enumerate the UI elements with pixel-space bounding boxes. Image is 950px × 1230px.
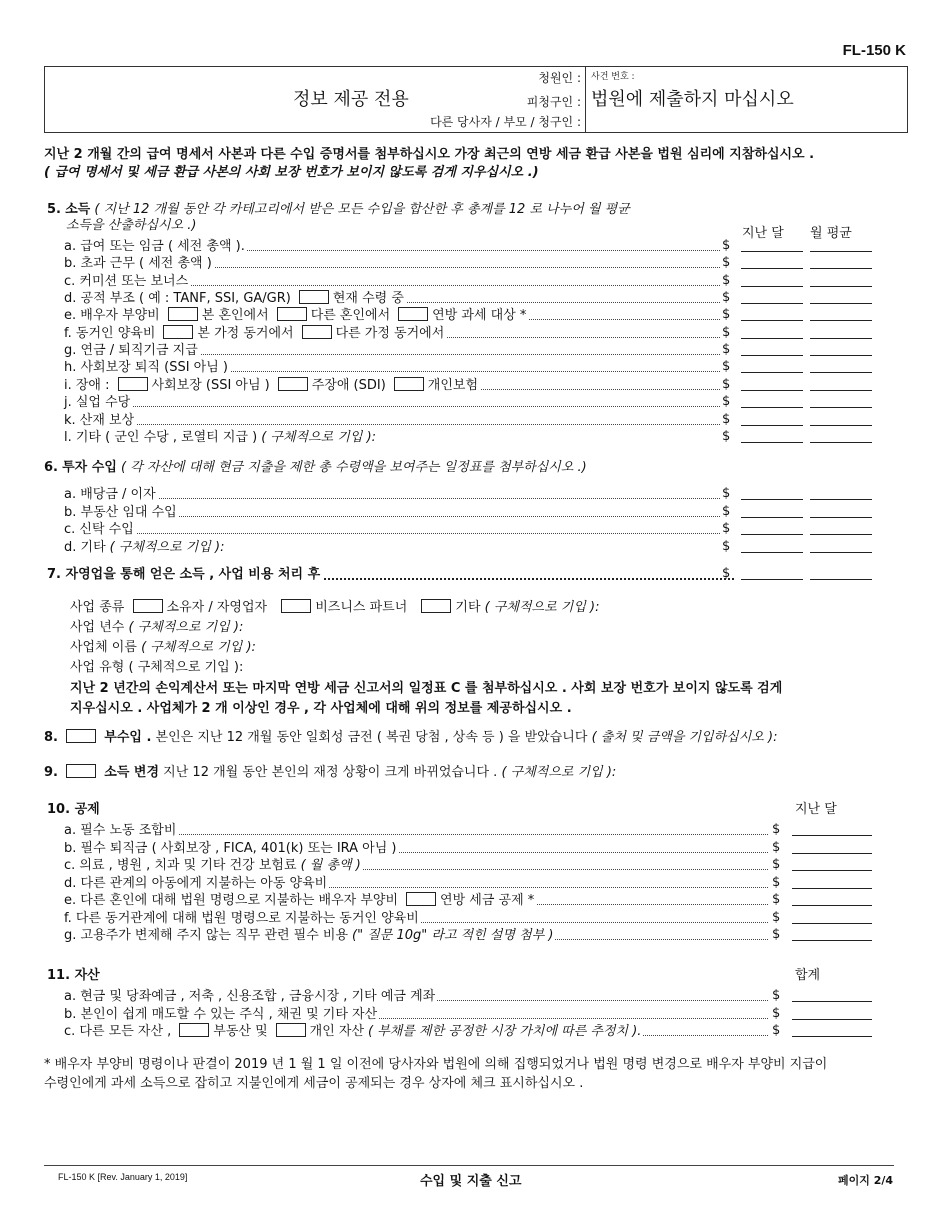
income-item-cb1-label: 본 가정 동거에서 [197,325,294,341]
deduction-item-amount-field[interactable] [792,876,872,889]
leader-dots [64,424,720,425]
leader-dots [64,533,720,534]
section-10-number: 10. [47,802,71,817]
currency-sign: $ [722,238,731,253]
partner-checkbox[interactable] [281,599,311,613]
currency-sign: $ [772,1005,781,1021]
section-11-title: 자산 [74,968,100,983]
section-6-desc: ( 각 자산에 대해 현금 지출을 제한 총 수령액을 보여주는 일정표를 첨부하십시오 .) [121,460,587,475]
section-7-row [47,566,734,583]
income-item-amount-field[interactable] [810,430,872,443]
deduction-item-label-text: e. 다른 혼인에 대해 법원 명령으로 지불하는 배우자 부양비 [64,893,399,908]
section-9-title: 소득 변경 [104,765,160,780]
income-item-italic: ( 구체적으로 기입 ): [261,429,377,445]
other-party-label: 다른 당사자 / 부모 / 청구인 : [430,115,581,129]
income-item-cb1-checkbox[interactable] [163,325,193,339]
income-item-amount-field[interactable] [741,256,803,269]
income-item-label-text: h. 사회보장 퇴직 (SSI 아님 ) [64,360,228,376]
deduction-item-row [64,927,768,944]
deduction-item-label [64,927,555,944]
income-item-label-text: a. 급여 또는 임금 ( 세전 총액 ). [64,239,245,254]
section-9-italic: ( 구체적으로 기입 ): [501,765,617,780]
income-item-cb2-label: 주장애 (SDI) [311,377,386,393]
section-8-checkbox[interactable] [66,729,96,743]
investment-item-row [64,486,720,503]
income-item-amount-field[interactable] [741,308,803,321]
deduction-item-label [64,857,363,874]
income-item-cb1-checkbox[interactable] [299,290,329,304]
section-7-currency: $ [722,566,731,581]
investment-item-amount-field[interactable] [810,540,872,553]
section-6-heading [44,456,587,475]
currency-sign: $ [722,359,731,375]
income-item-amount-field[interactable] [810,395,872,408]
footer-page: 페이지 2/4 [838,1174,894,1187]
currency-sign: $ [772,909,781,925]
asset-item-label [64,988,437,1005]
deduction-item-row [64,822,768,839]
income-item-label [64,325,446,342]
section-7-note-1: 지난 2 년간의 손익계산서 또는 마지막 연방 세금 신고서의 일정표 C 를 첨부하십시오 . 사회 보장 번호가 보이지 않도록 검게 [70,681,783,696]
deduction-item-amount-field[interactable] [792,928,872,941]
income-item-amount-field[interactable] [741,343,803,356]
currency-sign: $ [722,503,731,519]
currency-sign: $ [722,486,731,501]
footer-revision: FL-150 K [Rev. January 1, 2019] [58,1172,188,1182]
investment-item-label-text: b. 부동산 임대 수입 [64,504,177,520]
income-item-amount-field[interactable] [810,326,872,339]
income-item-cb1-label: 사회보장 (SSI 아님 ) [151,377,270,393]
deduction-item-amount-field[interactable] [792,911,872,924]
petitioner-label: 청원인 : [538,71,581,85]
deduction-item-amount-field[interactable] [792,858,872,871]
investment-item-amount-field[interactable] [741,540,803,553]
currency-sign: $ [722,324,731,340]
caption-box [44,66,908,133]
footnote-line-1: * 배우자 부양비 명령이나 판결이 2019 년 1 월 1 일 이전에 당사자와 법원에 의해 집행되었거나 법원 명령 변경으로 배우자 부양비 지급이 [44,1057,828,1072]
investment-item-amount-field[interactable] [741,487,803,500]
income-item-amount-field[interactable] [741,413,803,426]
leader-dots [64,498,720,499]
case-number-label: 사건 번호 : [591,72,635,82]
income-item-label-text: l. 기타 ( 군인 수당 , 로열티 지급 ) [64,429,258,445]
respondent-label: 피청구인 : [526,95,581,109]
income-item-amount-field[interactable] [741,430,803,443]
income-item-label-text: c. 커미션 또는 보너스 [64,273,189,289]
deduction-item-amount-field[interactable] [792,893,872,906]
income-item-label [64,290,406,307]
business-years-label: 사업 년수 [70,620,125,635]
deduction-item-amount-field[interactable] [792,841,872,854]
income-item-cb2-label: 다른 혼인에서 [310,308,391,324]
asset-item-amount-field[interactable] [792,989,872,1002]
income-item-cb3-checkbox[interactable] [394,377,424,391]
investment-item-amount-field[interactable] [810,505,872,518]
deduction-item-row [64,840,768,857]
income-item-cb2-checkbox[interactable] [278,377,308,391]
income-item-label-text: g. 연금 / 퇴직기금 지급 [64,343,198,359]
investment-item-label [64,539,226,556]
section-9-text: 지난 12 개월 동안 본인의 재정 상황이 크게 바뀌었습니다 . [163,765,498,780]
section-8-row [44,726,777,745]
deduction-item-cb1-label: 연방 세금 공제 * [440,893,535,908]
investment-item-label [64,521,136,538]
income-item-amount-field[interactable] [741,378,803,391]
income-item-label [64,412,136,429]
income-item-amount-field[interactable] [810,378,872,391]
currency-sign: $ [772,988,781,1003]
section-5-number: 5. [47,202,61,217]
income-item-row [64,394,720,411]
income-item-amount-field[interactable] [810,239,872,252]
business-years-specify: ( 구체적으로 기입 ): [128,620,244,635]
footer-rule [44,1165,894,1166]
currency-sign: $ [722,342,731,358]
currency-sign: $ [722,538,731,554]
currency-sign: $ [772,1023,781,1038]
income-item-row [64,307,720,324]
income-item-label [64,377,480,394]
currency-sign: $ [722,255,731,271]
section-11-heading [47,964,100,983]
investment-item-italic: ( 구체적으로 기입 ): [109,539,225,555]
income-item-amount-field[interactable] [741,326,803,339]
section-9-number: 9. [44,765,58,780]
section-11-number: 11. [47,968,71,983]
form-id: FL-150 K [842,42,906,59]
income-item-row [64,412,720,429]
investment-item-label-text: c. 신탁 수입 [64,522,134,537]
business-name-row [70,636,256,655]
section-8-text: 본인은 지난 12 개월 동안 일회성 금전 ( 복권 당첨 , 상속 등 ) 을 받았습니다 [155,730,588,745]
partner-label: 비즈니스 파트너 [315,600,408,615]
income-item-amount-field[interactable] [741,291,803,304]
income-item-label-text: d. 공적 부조 ( 예 : TANF, SSI, GA/GR) [64,291,291,307]
currency-sign: $ [722,376,731,392]
section-10-title: 공제 [74,802,100,817]
income-item-cb1-checkbox[interactable] [168,307,198,321]
investment-item-amount-field[interactable] [810,487,872,500]
income-item-label [64,273,190,290]
business-name-specify: ( 구체적으로 기입 ): [141,640,256,655]
instruction-line-2: ( 급여 명세서 및 세금 환급 사본의 사회 보장 번호가 보이지 않도록 검게 지우십시오 .) [44,165,539,180]
section-8-title: 부수입 . [104,730,152,745]
deduction-item-label [64,875,329,892]
asset-item-cb2-checkbox[interactable] [276,1023,306,1037]
deduction-item-row [64,910,768,927]
asset-item-amount-field[interactable] [792,1007,872,1020]
investment-item-label [64,504,179,521]
section-6-title: 투자 수입 [62,460,117,475]
income-item-cb3-label: 연방 과세 대상 * [432,308,527,324]
currency-sign: $ [722,428,731,444]
instruction-line-1: 지난 2 개월 간의 급여 명세서 사본과 다른 수입 증명서를 첨부하십시오 가장 최근의 연방 세금 환급 사본을 법원 심리에 지참하십시오 . [44,147,815,162]
income-item-row [64,377,720,394]
income-item-row [64,325,720,342]
income-item-amount-field[interactable] [810,256,872,269]
deduction-item-italic: (" 질문 10g" 라고 적힌 설명 첨부 ) [352,928,554,943]
section-7-title: 7. 자영업을 통해 얻은 소득 , 사업 비용 처리 후 [47,567,321,582]
currency-sign: $ [722,521,731,536]
section-8-italic: ( 출처 및 금액을 기입하십시오 ): [591,730,778,745]
section-9-checkbox[interactable] [66,764,96,778]
deduction-item-label-text: a. 필수 노동 조합비 [64,823,177,838]
income-item-cb3-checkbox[interactable] [398,307,428,321]
deduction-item-label-text: c. 의료 , 병원 , 치과 및 기타 건강 보험료 [64,858,297,873]
deduction-item-cb1-checkbox[interactable] [406,892,436,906]
section-7-amount[interactable] [741,567,803,580]
deduction-item-label-text: f. 다른 동거관계에 대해 법원 명령으로 지불하는 동거인 양육비 [64,910,419,926]
section-11-column: 합계 [795,968,821,983]
respondent-value: 정보 제공 전용 [293,89,409,110]
income-item-cb3-label: 개인보험 [427,377,479,393]
asset-item-cb1-checkbox[interactable] [179,1023,209,1037]
income-item-label [64,342,200,359]
currency-sign: $ [772,874,781,890]
income-item-label [64,307,528,324]
income-item-amount-field[interactable] [810,308,872,321]
section-10-heading [47,798,100,817]
currency-sign: $ [772,857,781,872]
asset-item-row [64,1023,768,1040]
asset-item-amount-field[interactable] [792,1024,872,1037]
investment-item-label-text: a. 배당금 / 이자 [64,487,156,502]
income-item-label [64,359,230,376]
other-business-specify: ( 구체적으로 기입 ): [484,600,600,615]
income-item-label-text: i. 장애 : [64,377,110,393]
section-5-desc-1: ( 지난 12 개월 동안 각 카테고리에서 받은 모든 수입을 합산한 후 총계를 12 로 나누어 월 평균 [94,202,630,217]
asset-item-cb2-label: 개인 자산 [309,1024,365,1039]
asset-item-label [64,1006,379,1023]
asset-item-label-text: a. 현금 및 당좌예금 , 저축 , 신용조합 , 금융시장 , 기타 예금 계좌 [64,989,436,1004]
asset-item-cb1-label: 부동산 및 [213,1024,268,1039]
deduction-item-label [64,892,536,909]
business-type-label: 사업 종류 [70,600,125,615]
attachment-instructions [44,146,914,182]
income-item-cb2-checkbox[interactable] [277,307,307,321]
deduction-item-row [64,892,768,909]
income-item-row [64,429,720,446]
income-item-row [64,255,720,272]
other-business-checkbox[interactable] [421,599,451,613]
column-monthly-average: 월 평균 [810,226,852,241]
income-item-label-text: k. 산재 보상 [64,412,135,428]
currency-sign: $ [722,272,731,288]
case-number-value: 법원에 제출하지 마십시오 [591,89,794,110]
currency-sign: $ [772,892,781,907]
currency-sign: $ [722,290,731,306]
income-item-amount-field[interactable] [810,360,872,373]
investment-item-row [64,504,720,521]
asset-item-row [64,988,768,1005]
income-item-row [64,238,720,255]
income-item-amount-field[interactable] [741,360,803,373]
income-item-amount-field[interactable] [810,343,872,356]
asset-item-label [64,1023,643,1040]
column-last-month: 지난 달 [742,226,784,241]
income-item-label-text: j. 실업 수당 [64,395,131,411]
income-item-label-text: e. 배우자 부양비 [64,308,160,324]
income-item-row [64,273,720,290]
deduction-item-label-text: b. 필수 퇴직금 ( 사회보장 , FICA, 401(k) 또는 IRA 아님 ) [64,840,397,856]
income-item-amount-field[interactable] [741,274,803,287]
income-item-amount-field[interactable] [810,413,872,426]
currency-sign: $ [722,394,731,410]
investment-item-row [64,539,720,556]
asset-item-italic: ( 부채를 제한 공정한 시장 가치에 따른 추정치 ). [368,1024,642,1039]
section-7-note-2: 지우십시오 . 사업체가 2 개 이상인 경우 , 각 사업체에 대해 위의 정보를 제공하십시오 . [70,701,572,716]
income-item-cb1-label: 현재 수령 중 [332,291,404,307]
deduction-item-label [64,910,421,927]
other-business-label: 기타 [455,600,481,615]
income-item-amount-field[interactable] [810,274,872,287]
section-5-desc-2: 소득을 산출하십시오 .) [66,218,197,233]
asset-item-label-text: c. 다른 모든 자산 , [64,1024,172,1039]
section-10-column: 지난 달 [795,802,837,817]
deduction-item-label-text: d. 다른 관계의 아동에게 지불하는 아동 양육비 [64,875,328,891]
footer-title: 수입 및 지출 신고 [420,1174,522,1189]
business-years-row [70,616,243,635]
income-item-cb2-checkbox[interactable] [302,325,332,339]
income-item-label-text: b. 초과 근무 ( 세전 총액 ) [64,256,212,272]
deduction-item-label [64,840,399,857]
income-item-amount-field[interactable] [810,291,872,304]
investment-item-amount-field[interactable] [741,522,803,535]
asset-item-row [64,1006,768,1023]
income-item-row [64,359,720,376]
business-kind-label: 사업 유형 ( 구체적으로 기입 ): [70,660,244,675]
currency-sign: $ [772,839,781,855]
deduction-item-label [64,822,178,839]
section-5-title: 소득 [65,202,91,217]
investment-item-amount-field[interactable] [810,522,872,535]
footnote-line-2: 수령인에게 과세 소득으로 잡히고 지불인에게 세금이 공제되는 경우 상자에 체크 표시하십시오 . [44,1076,584,1091]
income-item-row [64,290,720,307]
owner-label: 소유자 / 자영업자 [166,600,268,615]
income-item-label-text: f. 동거인 양육비 [64,325,156,341]
income-item-label [64,429,378,446]
income-item-row [64,342,720,359]
income-item-amount-field[interactable] [741,395,803,408]
section-7-average[interactable] [810,567,872,580]
investment-item-row [64,521,720,538]
section-6-number: 6. [44,460,58,475]
section-9-row [44,761,616,780]
income-item-cb1-checkbox[interactable] [118,377,148,391]
currency-sign: $ [772,927,781,942]
deduction-item-amount-field[interactable] [792,823,872,836]
owner-checkbox[interactable] [133,599,163,613]
business-type-row [70,596,600,615]
income-item-amount-field[interactable] [741,239,803,252]
currency-sign: $ [772,822,781,837]
currency-sign: $ [722,411,731,427]
caption-divider [585,67,586,132]
income-item-label [64,255,214,272]
investment-item-label-text: d. 기타 [64,539,106,555]
income-item-cb2-label: 다른 가정 동거에서 [335,325,445,341]
income-item-label [64,394,132,411]
asset-item-label-text: b. 본인이 쉽게 매도할 수 있는 주식 , 채권 및 기타 자산 [64,1006,378,1022]
currency-sign: $ [722,307,731,323]
section-8-number: 8. [44,730,58,745]
leader-dots [64,406,720,407]
income-item-cb1-label: 본 혼인에서 [201,308,269,324]
deduction-item-row [64,857,768,874]
investment-item-amount-field[interactable] [741,505,803,518]
business-name-label: 사업체 이름 [70,640,137,655]
deduction-item-label-text: g. 고용주가 변제해 주지 않는 직무 관련 필수 비용 [64,928,349,943]
investment-item-label [64,486,158,503]
deduction-item-italic: ( 월 총액 ) [300,858,361,873]
income-item-label [64,238,247,255]
deduction-item-row [64,875,768,892]
